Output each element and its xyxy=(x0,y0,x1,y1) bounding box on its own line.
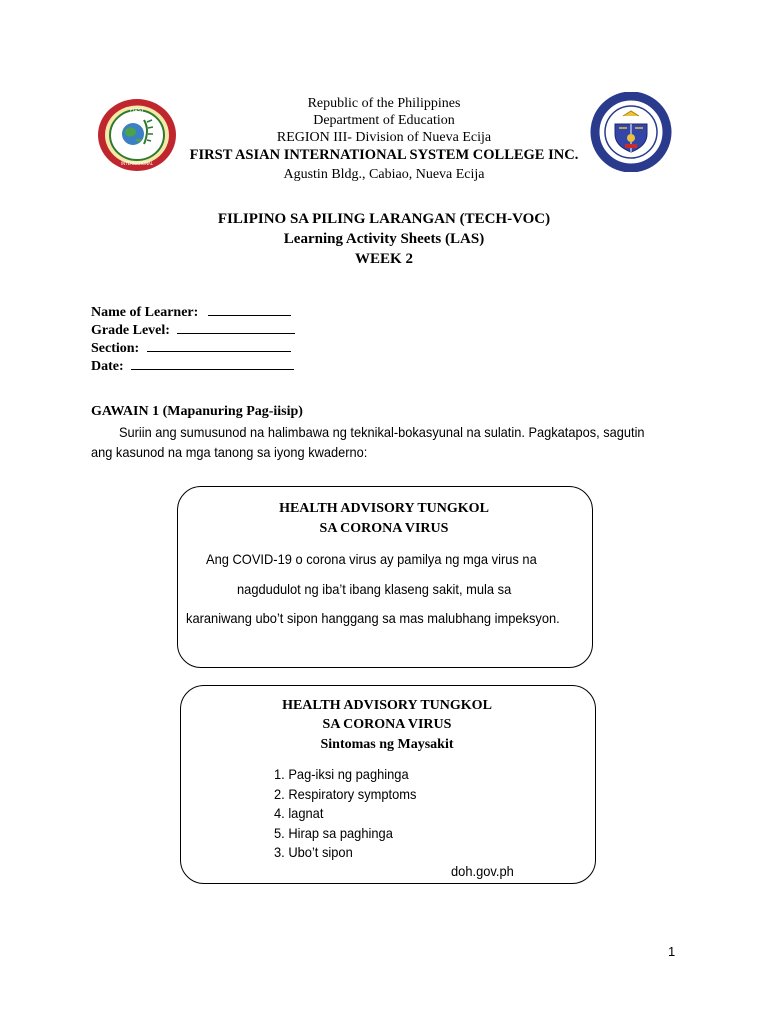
source-credit: doh.gov.ph xyxy=(451,863,514,879)
symptoms-list xyxy=(274,765,416,863)
las-title: Learning Activity Sheets (LAS) xyxy=(283,231,485,247)
section-blank[interactable] xyxy=(147,339,291,352)
school-name: FIRST ASIAN INTERNATIONAL SYSTEM COLLEGE INC. xyxy=(189,147,579,163)
name-label: Name of Learner: xyxy=(91,305,199,320)
republic-line: Republic of the Philippines xyxy=(307,96,461,111)
date-label: Date: xyxy=(91,359,124,374)
date-field xyxy=(91,357,294,376)
list-item: 5. Hirap sa paghinga xyxy=(274,824,393,841)
section-label: Section: xyxy=(91,341,140,356)
instruction-line-2: ang kasunod na mga tanong sa iyong kwaderno: xyxy=(91,444,368,460)
box2-title-2: SA CORONA VIRUS xyxy=(322,717,452,732)
box2-title-1: HEALTH ADVISORY TUNGKOL xyxy=(282,698,492,713)
grade-label: Grade Level: xyxy=(91,323,170,338)
svg-text:FIRST: FIRST xyxy=(129,108,145,114)
activity-heading: GAWAIN 1 (Mapanuring Pag-iisip) xyxy=(91,404,303,419)
region-line: REGION III- Division of Nueva Ecija xyxy=(276,130,492,145)
date-blank[interactable] xyxy=(131,357,294,370)
week-title: WEEK 2 xyxy=(355,251,413,267)
name-of-learner-field xyxy=(91,303,291,322)
list-item: 3. Ubo’t sipon xyxy=(274,844,353,860)
box1-line-3: karaniwang ubo’t sipon hanggang sa mas malubhang impeksyon. xyxy=(186,610,560,626)
box1-title-2: SA CORONA VIRUS xyxy=(319,521,449,536)
list-item: 2. Respiratory symptoms xyxy=(274,785,417,802)
subject-title: FILIPINO SA PILING LARANGAN (TECH-VOC) xyxy=(217,211,551,227)
box1-title-1: HEALTH ADVISORY TUNGKOL xyxy=(279,501,489,516)
list-item: 4. lagnat xyxy=(274,805,324,821)
page-number: 1 xyxy=(668,944,676,959)
name-blank[interactable] xyxy=(208,303,291,316)
department-line: Department of Education xyxy=(313,113,455,128)
instruction-line-1: Suriin ang sumusunod na halimbawa ng teknikal-bokasyunal na sulatin. Pagkatapos, sagutin xyxy=(119,424,645,440)
school-address: Agustin Bldg., Cabiao, Nueva Ecija xyxy=(283,167,485,182)
grade-level-field xyxy=(91,321,295,340)
svg-text:INTERNATIONAL: INTERNATIONAL xyxy=(120,161,154,166)
list-item: 1. Pag-iksi ng paghinga xyxy=(274,766,409,782)
box1-line-2: nagdudulot ng iba’t ibang klaseng sakit, mula sa xyxy=(237,581,512,597)
box1-line-1: Ang COVID-19 o corona virus ay pamilya ng mga virus na xyxy=(206,551,537,567)
box2-subtitle: Sintomas ng Maysakit xyxy=(320,737,454,752)
grade-blank[interactable] xyxy=(177,321,295,334)
section-field xyxy=(91,339,291,358)
